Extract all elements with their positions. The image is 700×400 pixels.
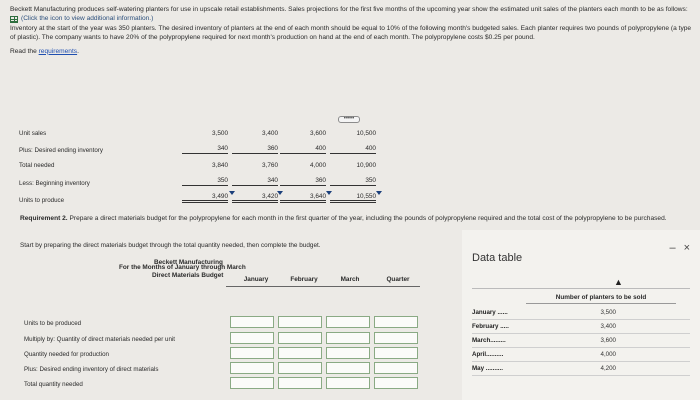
- month-label: February .....: [472, 323, 509, 330]
- month-label: March.........: [472, 337, 506, 344]
- qty-per-unit-feb-input[interactable]: [278, 332, 322, 344]
- beginning-inv-quarter: 350: [330, 177, 376, 186]
- total-qty-quarter-input[interactable]: [374, 377, 418, 389]
- problem-intro: Beckett Manufacturing produces self-watering planters for use in upscale retail establishments. Sales projections for the first five months of the upcoming year show the estimated unit sales of the planters each month to be as follows: (Click the icon to view additional information.) Inventory at the start of the year was 350 planters. The desired inventory of planters at the end of each month should be equal to 10% of the following month's budgeted sales. Each planter requires two pounds of polypropylene (a type of plastic). The company wants to have 20% of the polypropylene required for next month's production on hand at the end of each month. The polypropylene costs $0.25 per pound. Read the requirements.: [10, 6, 694, 56]
- table-row: [472, 348, 690, 362]
- beginning-inv-feb: 340: [232, 177, 278, 186]
- planters-value: 4,000: [600, 351, 616, 358]
- ending-dm-quarter-input[interactable]: [374, 362, 418, 374]
- ending-inv-mar: 400: [280, 145, 326, 154]
- inventory-paragraph: Inventory at the start of the year was 350 planters. The desired inventory of planters at the end of each month should be equal to 10% of the following month's budgeted sales. Each planter requires two pounds of polypropylene (a type of plastic). The company wants to have 20% of the polypropylene required for next month's production on hand at the end of each month. The polypropylene costs $0.25 per pound.: [10, 25, 692, 41]
- units-produce-quarter: 10,550: [330, 193, 376, 203]
- month-label: April..........: [472, 351, 504, 358]
- units-produced-quarter-input[interactable]: [374, 316, 418, 328]
- units-produce-mar: 3,640: [280, 193, 326, 203]
- total-qty-feb-input[interactable]: [278, 377, 322, 389]
- units-produce-feb: 3,420: [232, 193, 278, 203]
- requirement-2-text: [20, 215, 680, 223]
- ending-inv-feb: 360: [232, 145, 278, 154]
- beginning-inv-mar: 360: [280, 177, 326, 186]
- ending-dm-jan-input[interactable]: [230, 362, 274, 374]
- table-row: [472, 362, 690, 376]
- beginning-inventory-label: Less: Beginning inventory: [19, 180, 90, 187]
- col-head-march: March: [340, 276, 360, 283]
- units-produce-jan: 3,490: [182, 193, 228, 203]
- minimize-icon[interactable]: –: [669, 242, 676, 254]
- header-divider: [226, 286, 420, 287]
- qty-per-unit-jan-input[interactable]: [230, 332, 274, 344]
- check-icon: [326, 191, 332, 195]
- total-needed-label: Total needed: [19, 162, 55, 169]
- read-label: Read the: [10, 47, 37, 55]
- desired-ending-inventory-label: Plus: Desired ending inventory: [19, 147, 103, 154]
- unit-sales-feb: 3,400: [262, 130, 278, 137]
- start-instruction: Start by preparing the direct materials budget through the total quantity needed, then complete the budget.: [20, 242, 321, 249]
- unit-sales-label: Unit sales: [19, 130, 47, 137]
- table-row: [472, 334, 690, 348]
- requirement-2-body: Prepare a direct materials budget for the polypropylene for each month in the first quarter of the year, including the pounds of polypropylene required and the total cost of the polypropylene to be purchased.: [67, 215, 667, 222]
- planters-value: 3,400: [600, 323, 616, 330]
- dialog-title: Data table: [472, 252, 523, 264]
- units-produced-feb-input[interactable]: [278, 316, 322, 328]
- requirement-2-label: Requirement 2.: [20, 215, 68, 222]
- quantity-needed-production-label: Quantity needed for production: [24, 351, 109, 358]
- unit-sales-quarter: 10,500: [356, 130, 376, 137]
- requirements-link[interactable]: requirements: [38, 47, 78, 55]
- units-to-be-produced-label: Units to be produced: [24, 320, 82, 327]
- total-needed-mar: 4,000: [310, 162, 326, 169]
- total-needed-quarter: 10,900: [356, 162, 376, 169]
- total-qty-mar-input[interactable]: [326, 377, 370, 389]
- budget-period: For the Months of January through March: [119, 264, 246, 271]
- planters-value: 3,500: [600, 309, 616, 316]
- ending-dm-feb-input[interactable]: [278, 362, 322, 374]
- units-produced-jan-input[interactable]: [230, 316, 274, 328]
- qty-per-unit-quarter-input[interactable]: [374, 332, 418, 344]
- ending-inv-jan: 340: [182, 145, 228, 154]
- total-qty-jan-input[interactable]: [230, 377, 274, 389]
- total-quantity-needed-label: Total quantity needed: [24, 381, 83, 388]
- qty-production-mar-input[interactable]: [326, 347, 370, 359]
- total-needed-feb: 3,760: [262, 162, 278, 169]
- planters-value: 3,600: [600, 337, 616, 344]
- data-table-dialog: [462, 230, 700, 400]
- unit-sales-jan: 3,500: [212, 130, 228, 137]
- planters-sold-header: Number of planters to be sold: [555, 294, 647, 301]
- qty-production-jan-input[interactable]: [230, 347, 274, 359]
- units-to-produce-label: Units to produce: [19, 197, 65, 204]
- additional-info-label[interactable]: (Click the icon to view additional information.): [21, 15, 154, 23]
- col-head-january: January: [243, 276, 269, 283]
- additional-info-link[interactable]: [10, 15, 694, 23]
- unit-sales-mar: 3,600: [310, 130, 326, 137]
- budget-title: Direct Materials Budget: [152, 272, 224, 279]
- beginning-inv-jan: 350: [182, 177, 228, 186]
- planters-value: 4,200: [600, 365, 616, 372]
- table-row: [472, 320, 690, 334]
- ending-dm-mar-input[interactable]: [326, 362, 370, 374]
- dialog-divider: [472, 288, 690, 289]
- units-produced-mar-input[interactable]: [326, 316, 370, 328]
- col-head-quarter: Quarter: [386, 276, 410, 283]
- check-icon: [277, 191, 283, 195]
- quantity-per-unit-label: Multiply by: Quantity of direct materials needed per unit: [24, 336, 175, 343]
- pointer-cursor-icon: ▲: [614, 277, 623, 287]
- ending-inv-quarter: 400: [330, 145, 376, 154]
- table-icon[interactable]: [10, 16, 18, 23]
- check-icon: [229, 191, 235, 195]
- month-label: May ..........: [472, 365, 503, 372]
- desired-ending-dm-label: Plus: Desired ending inventory of direct materials: [24, 366, 159, 373]
- col-head-february: February: [290, 276, 318, 283]
- expand-more-button[interactable]: •••••: [338, 116, 360, 123]
- qty-per-unit-mar-input[interactable]: [326, 332, 370, 344]
- table-row: [472, 306, 690, 320]
- qty-production-quarter-input[interactable]: [374, 347, 418, 359]
- intro-paragraph: Beckett Manufacturing produces self-watering planters for use in upscale retail establishments. Sales projections for the first five months of the upcoming year show the estimated unit sales of the planters each month to be as follows:: [10, 6, 688, 13]
- total-needed-jan: 3,840: [212, 162, 228, 169]
- close-icon[interactable]: ×: [683, 242, 690, 254]
- month-label: January ......: [472, 309, 508, 316]
- check-icon: [376, 191, 382, 195]
- company-name: Beckett Manufacturing: [154, 259, 223, 266]
- qty-production-feb-input[interactable]: [278, 347, 322, 359]
